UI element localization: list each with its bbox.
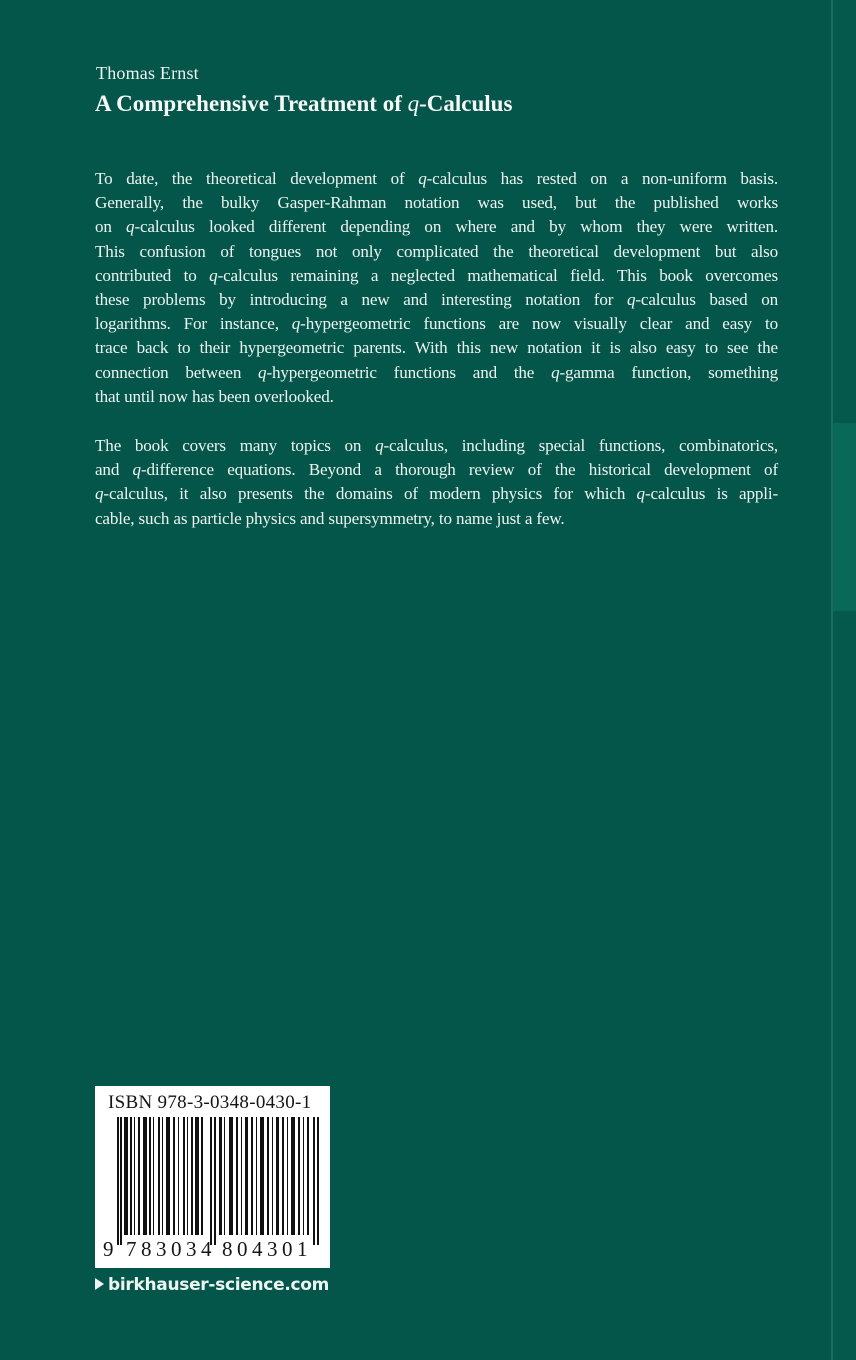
blurb-line: logarithms. For instance, q-hypergeometric functions are now visually clear and easy to [95, 314, 779, 334]
spine-accent-block [833, 423, 856, 611]
publisher-website[interactable] [95, 1275, 329, 1295]
title-prefix: A Comprehensive Treatment of [95, 91, 408, 116]
ean-digits [103, 1237, 312, 1262]
barcode-box [95, 1086, 330, 1268]
blurb-line: The book covers many topics on q-calculus, including special functions, combinatorics, [95, 436, 778, 455]
ean-first-digit: 9 [103, 1237, 118, 1261]
blurb-line: trace back to their hypergeometric parents. With this new notation it is also easy to see the [95, 338, 778, 358]
blurb-line: that until now has been overlooked. [95, 386, 334, 406]
isbn-label: ISBN 978-3-0348-0430-1 [108, 1092, 312, 1113]
ean-left-group: 783034 [126, 1237, 216, 1261]
barcode-icon [117, 1117, 321, 1245]
blurb-line: and q-difference equations. Beyond a thorough review of the historical development of [95, 460, 778, 480]
author-name: Thomas Ernst [96, 63, 199, 83]
blurb-line: these problems by introducing a new and interesting notation for q-calculus based on [95, 290, 779, 310]
blurb-line: connection between q-hypergeometric functions and the q-gamma function, something [95, 362, 778, 382]
blurb-paragraph-1 [95, 167, 778, 409]
blurb-line: Generally, the bulky Gasper-Rahman notation was used, but the published works [95, 193, 778, 213]
blurb-line: contributed to q-calculus remaining a neglected mathematical field. This book overcomes [95, 265, 778, 285]
ean-right-group: 804301 [222, 1237, 312, 1261]
blurb-line: on q-calculus looked different depending on where and by whom they were written. [95, 217, 779, 237]
blurb-line: cable, such as particle physics and supersymmetry, to name just a few. [95, 508, 565, 528]
arrow-right-icon [95, 1278, 104, 1290]
blurb-line: To date, the theoretical development of q-calculus has rested on a non-uniform basis. [95, 169, 778, 188]
title-q-italic: q [407, 91, 420, 116]
spine-strip [833, 0, 856, 1360]
website-label: birkhauser-science.com [108, 1275, 330, 1295]
book-title [95, 91, 512, 117]
title-suffix: -Calculus [419, 91, 513, 116]
blurb-paragraph-2 [95, 434, 778, 531]
blurb-line: q-calculus, it also presents the domains of modern physics for which q-calculus is appli- [95, 484, 778, 504]
blurb-line: This confusion of tongues not only complicated the theoretical development but also [95, 241, 778, 261]
